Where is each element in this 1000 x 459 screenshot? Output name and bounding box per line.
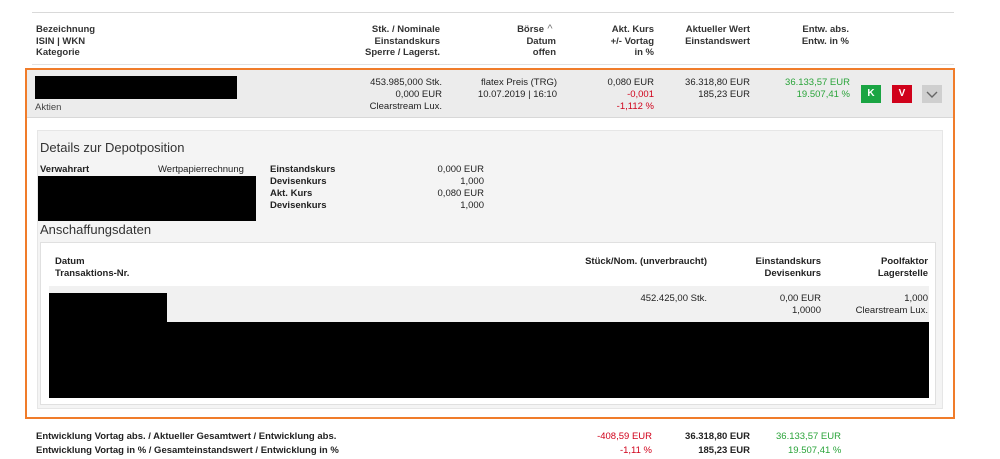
footer-label-line1: Entwicklung Vortag abs. / Aktueller Gesamtwert / Entwicklung abs.: [36, 431, 337, 442]
details-akt-kurs-value: 0,080 EUR: [437, 188, 484, 199]
tx-header-einstandskurs: Einstandskurs: [755, 256, 821, 267]
position-entw-pct: 19.507,41 %: [796, 89, 850, 100]
footer-label-line2: Entwicklung Vortag in % / Gesamteinstandswert / Entwicklung in %: [36, 445, 339, 456]
details-devisenkurs2-value: 1,000: [460, 200, 484, 211]
header-bezeichnung: Bezeichnung: [36, 24, 96, 35]
verwahrart-label: Verwahrart: [40, 164, 90, 175]
header-divider: [32, 64, 954, 65]
footer-vortag-pct: -1,11 %: [619, 445, 652, 456]
tx-header-stueck: Stück/Nom. (unverbraucht): [585, 256, 707, 267]
col-header-boerse[interactable]: [470, 24, 556, 59]
details-title: Details zur Depotposition: [40, 140, 185, 155]
position-boerse: flatex Preis (TRG): [480, 77, 557, 88]
details-devisenkurs-label: Devisenkurs: [270, 176, 327, 187]
redacted-tx-id: [49, 293, 167, 322]
header-akt-wert: Aktueller Wert: [685, 24, 750, 35]
tx-header-poolfaktor: Poolfaktor: [881, 256, 928, 267]
header-sperre: Sperre / Lagerst.: [365, 47, 440, 58]
sell-button[interactable]: V: [892, 85, 912, 103]
col-header-stk: [330, 24, 440, 59]
verwahrart-value: Wertpapierrechnung: [158, 164, 244, 175]
chevron-down-icon: [922, 85, 942, 103]
tx-stueck: 452.425,00 Stk.: [640, 293, 707, 304]
position-entw-abs: 36.133,57 EUR: [785, 77, 850, 88]
redacted-name: [35, 76, 237, 99]
col-header-kurs: [570, 24, 654, 59]
col-header-bezeichnung: [36, 24, 95, 59]
position-einstandskurs: 0,000 EUR: [395, 89, 442, 100]
position-akt-wert: 36.318,80 EUR: [685, 77, 750, 88]
buy-button[interactable]: K: [861, 85, 881, 103]
sort-ascending-icon[interactable]: ^: [547, 23, 553, 35]
header-akt-kurs: Akt. Kurs: [611, 24, 654, 35]
anschaffung-title: Anschaffungsdaten: [40, 222, 152, 237]
header-boerse[interactable]: Börse: [517, 24, 544, 35]
header-einstandswert: Einstandswert: [685, 35, 750, 47]
redacted-depot-info: [38, 176, 256, 221]
tx-poolfaktor: 1,000: [904, 293, 928, 304]
position-akt-kurs: 0,080 EUR: [607, 77, 654, 88]
header-datum: Datum: [526, 35, 556, 47]
tx-header-devisenkurs: Devisenkurs: [764, 268, 821, 279]
header-isin: ISIN | WKN: [36, 35, 86, 47]
footer-gesamteinstand: 185,23 EUR: [698, 445, 750, 456]
header-entw-pct: Entw. in %: [801, 35, 849, 47]
header-einstandskurs: Einstandskurs: [374, 35, 440, 47]
footer-vortag-abs: -408,59 EUR: [597, 431, 652, 442]
tx-lagerstelle: Clearstream Lux.: [855, 305, 928, 316]
tx-einstandskurs: 0,00 EUR: [779, 293, 821, 304]
position-lagerstelle: Clearstream Lux.: [369, 101, 442, 112]
tx-devisenkurs: 1,0000: [791, 305, 821, 316]
col-header-entw: [760, 24, 849, 47]
position-panel: [25, 68, 955, 419]
header-in-pct: in %: [634, 47, 654, 58]
header-vortag: +/- Vortag: [610, 35, 654, 47]
header-kategorie: Kategorie: [36, 47, 80, 58]
position-stk: 453.985,000 Stk.: [370, 77, 442, 88]
position-datum: 10.07.2019 | 16:10: [477, 89, 557, 100]
position-einstandswert: 185,23 EUR: [698, 89, 750, 100]
position-vortag: -0,001: [627, 89, 654, 100]
transactions-table: [40, 242, 936, 405]
tx-header-datum: Datum: [55, 256, 85, 267]
position-category: Aktien: [35, 102, 62, 113]
details-devisenkurs2-label: Devisenkurs: [270, 200, 327, 211]
details-section: [37, 130, 943, 409]
tx-header-lagerstelle: Lagerstelle: [877, 268, 928, 279]
details-einstandskurs-value: 0,000 EUR: [437, 164, 484, 175]
header-stk: Stk. / Nominale: [371, 24, 440, 35]
tx-header-transaktion: Transaktions-Nr.: [55, 268, 130, 279]
header-offen: offen: [532, 47, 556, 58]
table-row: [49, 286, 929, 322]
col-header-wert: [664, 24, 750, 47]
details-akt-kurs-label: Akt. Kurs: [270, 188, 313, 199]
header-entw-abs: Entw. abs.: [802, 24, 849, 35]
details-devisenkurs-value: 1,000: [460, 176, 484, 187]
redacted-block: [49, 322, 929, 398]
top-divider: [32, 12, 954, 13]
footer-entw-abs: 36.133,57 EUR: [776, 431, 841, 442]
position-vortag-pct: -1,112 %: [616, 101, 654, 112]
details-einstandskurs-label: Einstandskurs: [270, 164, 336, 175]
position-row[interactable]: [27, 70, 953, 118]
footer-entw-pct: 19.507,41 %: [788, 445, 842, 456]
expand-toggle-button[interactable]: [922, 85, 942, 103]
footer-gesamtwert: 36.318,80 EUR: [685, 431, 750, 442]
